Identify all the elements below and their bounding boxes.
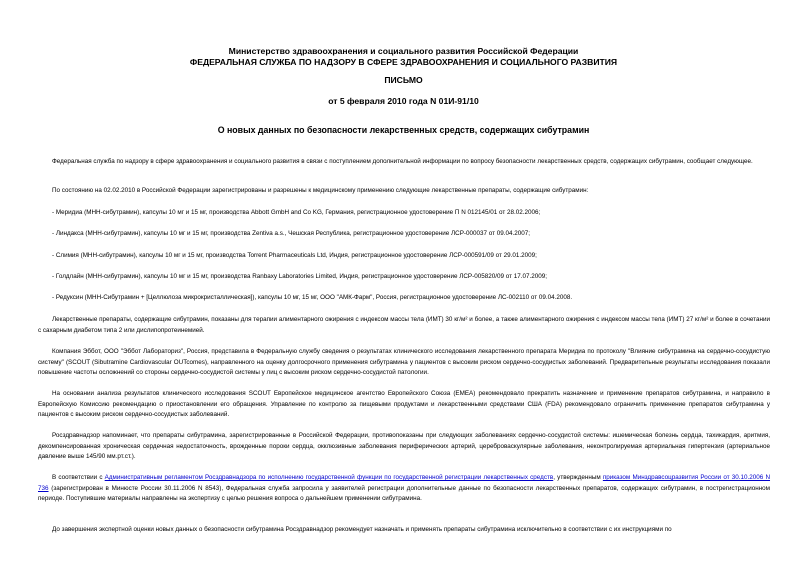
paragraph-regulation-text: В соответствии с	[52, 474, 105, 481]
document-date-number: от 5 февраля 2010 года N 01И-91/10	[328, 96, 479, 106]
paragraph-registered: По состоянию на 02.02.2010 в Российской Федерации зарегистрированы и разрешены к медицинскому применению следующие лекарственные препараты, содержащие сибутрамин:	[52, 187, 589, 194]
paragraph-indications: Лекарственные препараты, содержащие сибутрамин, показаны для терапии алиментарного ожирения с индексом массы тела (ИМТ) 30 кг/м² и более, а также алиментарного ожирения с индексом массы тела (ИМТ) 27 кг/м² и более в сочетании с сахарным диабетом типа 2 или дислипопротеинемией.	[38, 316, 770, 334]
paragraph-contraindications: Росздравнадзор напоминает, что препараты сибутрамина, зарегистрированные в Российской Федерации, противопоказаны при следующих заболеваниях сердечно-сосудистой системы: ишемическая болезнь сердца, тахикардия, аритмия, декомпенсированная хроническая сердечная недостаточность, врожденные пороки сердца, окклюзивные заболевания периферических артерий, цереброваскулярные заболевания, неконтролируемая артериальная гипертензия (артериальное давление выше 145/90 мм.рт.ст.).	[38, 432, 770, 461]
paragraph-recommendation: До завершения экспертной оценки новых данных о безопасности сибутрамина Росздравнадзор рекомендует назначать и применять препараты сибутрамина исключительно в соответствии с их инструкциями по	[52, 526, 672, 533]
document-subject: О новых данных по безопасности лекарственных средств, содержащих сибутрамин	[217, 125, 590, 135]
order-link[interactable]: приказом Минздравсоцразвития России от 30.10.2006 N 736	[38, 474, 771, 492]
document-header	[0, 46, 807, 67]
regulation-link[interactable]: Административным регламентом Росздравнадзора по исполнению государственной функции по государственной регистрации лекарственных средств	[104, 474, 554, 481]
paragraph-regulation-text: (зарегистрирован в Минюсте России 30.11.2006 N 8543), Федеральная служба запросила у заявителей регистрации дополнительные данные по безопасности лекарственных препаратов, содержащих сибутрамин, в пострегистрационном периоде. Поступившие материалы направлены на экспертизу с целью решения вопроса о дальнейшем применении сибутрамина.	[38, 484, 770, 503]
drug-item: - Редуксин (МНН-Сибутрамин + [Целлюлоза микрокристаллическая]), капсулы 10 мг, 15 мг, ООО "АМК-Фарм", Россия, регистрационное удостоверение ЛС-002110 от 09.04.2008.	[52, 294, 573, 301]
paragraph-regulation-text: , утвержденным	[553, 474, 603, 481]
paragraph-intro: Федеральная служба по надзору в сфере здравоохранения и социального развития в связи с поступлением дополнительной информации по вопросу безопасности лекарственных средств, содержащих сибутрамин, сообщает следующее.	[52, 158, 753, 165]
drug-item: - Меридиа (МНН-сибутрамин), капсулы 10 мг и 15 мг, производства Abbott GmbH and Co KG, Германия, регистрационное удостоверение П N 012145/01 от 28.02.2006;	[52, 209, 541, 216]
document-type: ПИСЬМО	[384, 75, 423, 85]
paragraph-abbott: Компания Эббот, ООО "Эббот Лабораториз", Россия, представила в Федеральную службу сведения о результатах клинического исследования лекарственного препарата Меридиа по протоколу "Влияние сибутрамина на сердечно-сосудистую систему" (SCOUT (Sibutramine Cardiovascular OUTcomes), направленного на оценку долгосрочного применения сибутрамина у пациентов с высоким риском сердечно-сосудистых заболеваний. Предварительные результаты исследования показали повышение частоты осложнений со стороны сердечно-сосудистой системы у лиц с высоким риском сердечно-сосудистой патологии.	[38, 348, 770, 377]
drug-item: - Голдлайн (МНН-сибутрамин), капсулы 10 мг и 15 мг, производства Ranbaxy Laboratories Limited, Индия, регистрационное удостоверение ЛСР-005820/09 от 17.07.2009;	[52, 273, 548, 280]
drug-item: - Слимия (МНН-сибутрамин), капсулы 10 мг и 15 мг, производства Torrent Pharmaceuticals Ltd, Индия, регистрационное удостоверение ЛСР-000591/09 от 29.01.2009;	[52, 252, 537, 259]
paragraph-emea: На основании анализа результатов клинического исследования SCOUT Европейское медицинское агентство Европейского Союза (ЕМЕА) рекомендовало прекратить назначение и применение препаратов сибутрамина, и направило в Европейскую Комиссию рекомендацию о приостановлении его обращения. Управление по контролю за пищевыми продуктами и лекарственными средствами США (FDA) рекомендовало ограничить применение препаратов сибутрамина у пациентов с высоким риском сердечно-сосудистых заболеваний.	[38, 390, 770, 419]
service-name: ФЕДЕРАЛЬНАЯ СЛУЖБА ПО НАДЗОРУ В СФЕРЕ ЗДРАВООХРАНЕНИЯ И СОЦИАЛЬНОГО РАЗВИТИЯ	[189, 56, 618, 67]
ministry-name: Министерство здравоохранения и социального развития Российской Федерации	[228, 46, 579, 56]
drug-item: - Линдакса (МНН-сибутрамин), капсулы 10 мг и 15 мг, производства Zentiva a.s., Чешская Республика, регистрационное удостоверение ЛСР-000037 от 09.04.2007;	[52, 230, 531, 237]
paragraph-regulation	[38, 473, 770, 505]
